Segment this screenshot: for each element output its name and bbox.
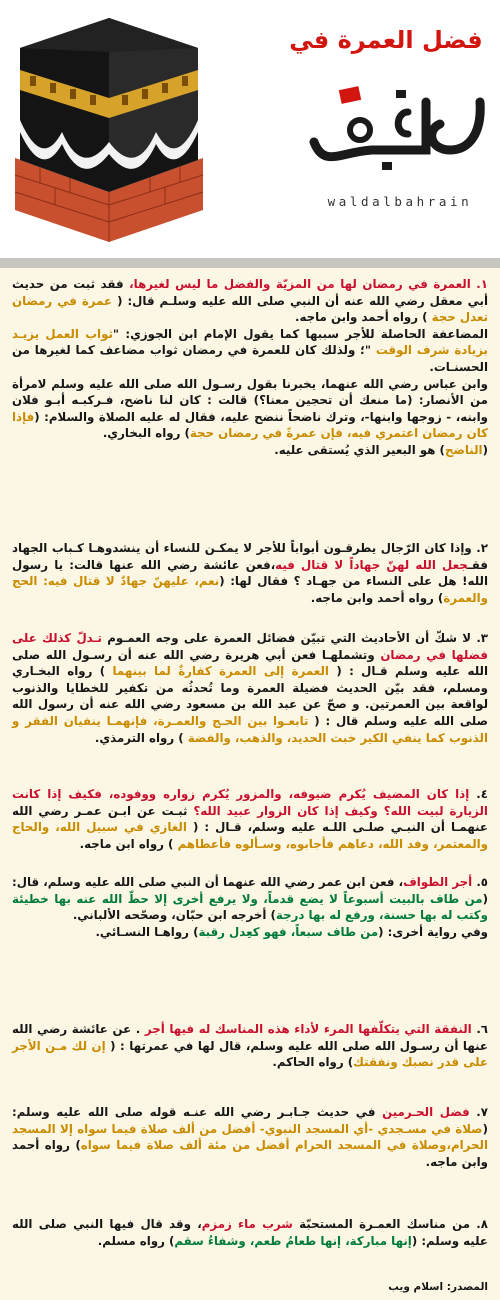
text: ) رواه البخاري. [102, 426, 190, 441]
hadith-quote: إن لك مـن الأجر على قدر نصبك ونفقتك [12, 1038, 488, 1070]
text: ( [482, 442, 488, 457]
source-credit: المصدر: اسلام ويب [388, 1281, 488, 1293]
section-7 [12, 1104, 488, 1170]
section-1-para-2 [12, 326, 488, 376]
hadith-quote: عمرة في رمضان تعدل حجة [12, 293, 488, 325]
section-4 [12, 786, 488, 852]
text: . عن عائشة رضي الله عنها أن رسـول الله صلى الله عليه وسلم، قال لها في عمرتها : ( [12, 1022, 488, 1053]
content-panel [0, 268, 500, 1300]
highlight: ١. العمرة في رمضان لها من المزيّة والفضل ما ليس لغيرها، [129, 277, 488, 291]
text: ٢. وإذا كان الرّجال يطرقـون أبواباً للأجر لا يمكـن للنساء أن ينشدوهـا كـباب الجهاد فقـ [12, 541, 488, 572]
divider-band [0, 258, 500, 268]
text: في حديث جـابـر رضي الله عنـه قوله صلى الله عليه وسلم: ( [12, 1105, 488, 1136]
text: ) رواه أحمد وابن ماجه. [294, 310, 432, 325]
hadith-quote: نعم، عليهنّ جهادٌ لا قتال فيه: الحج والعمرة [12, 574, 488, 605]
highlight: فضل الحـرمين [382, 1105, 470, 1119]
text: ،فعن عائشة رضي الله عنها قالت: يا رسول الله! هل على النساء من جهـاد ؟ فقال لها: ( [12, 557, 488, 589]
text: ) رواه الترمذي. [94, 730, 188, 745]
text: ) رواه ابن ماجه. [79, 836, 178, 851]
text: ، وقد قال فيها النبي صلى الله عليه وسلم: ( [12, 1217, 488, 1248]
text: فقد ثبت من حديث أبي معقل رضي الله عنه أن النبي صلى الله عليه وسلـم قال: ( [12, 277, 488, 308]
section-1-para-1 [12, 276, 488, 326]
text: ) هو البعير الذي يُستقى عليه. [274, 442, 445, 457]
text: وفي رواية أخرى: ( [378, 924, 488, 939]
text: ) رواه البخـاري ومسلم، فقد بيّن الحديث فضيلة العمرة وما تُحدثُه من تكفير للخطايا والذنوب لواقعة بين العمرتين. و صحّ عن عبد الله بن مسعود رضي الله عنه أن رسول الله صلى الله عليه وسلم قال : ( [12, 664, 488, 728]
watermark: waldalbahrain [327, 194, 473, 209]
text: ٥. [472, 875, 488, 889]
highlight: أجر الطواف [403, 875, 473, 889]
section-1 [12, 276, 488, 459]
hadith-quote: العمرة إلى العمرة كفارةٌ لما بينهما [112, 664, 329, 679]
hadith-quote: من طاف سبعاً، فهو كعِدل رقبة [198, 924, 379, 939]
kaaba-illustration [10, 10, 208, 248]
section-8 [12, 1216, 488, 1249]
text: ، فعن ابن عمر رضي الله عنهما أن النبي صلى الله عليه وسلم، قال: ( [12, 875, 488, 906]
ramadan-calligraphy-logo [300, 72, 490, 182]
section-5-para-2 [12, 924, 488, 941]
section-2 [12, 540, 488, 606]
text: ٤. [469, 787, 488, 801]
hadith-quote: صلاة في مسـجدي -أي المسجد النبوي- أفضل من ألف صلاة فيما سواه إلا المسجد الحرام،وصلاة في المسجد الحرام أفضل من مئة ألف صلاة فيما سواه [12, 1121, 488, 1153]
text: ) رواهـا النسـائي. [95, 924, 199, 939]
text: ٧. [469, 1105, 488, 1119]
text: المضاعفة الحاصلة للأجر سببها كما يقول الإمام ابن الجوزي: " [112, 326, 488, 341]
hadith-quote: من طاف بالبيت أسبوعاً لا يضع قدماً، ولا يرفع أخرى إلا حطّ الله عنه بها خطيئة وكتب له بها حسنة، ورفع له بها درجة [12, 891, 488, 923]
highlight: جعل الله لهنّ جهاداً لا قتال فيه [275, 557, 468, 572]
highlight: إذا كان المضيف يُكرم ضيوفه، والمزور يُكرم زواره ووفوده، فكيف إذا كانت الزيارة لبيت الله؟ وكيف إذا كان الزوار عبيد الله؟ [12, 787, 488, 818]
section-3 [12, 630, 488, 746]
text: وابن عباس رضي الله عنهما، يخبرنا بقول رسـول الله صلى الله عليه وسلم لامرأة من الأنصار: (ما منعك أن تحجين معنا؟) قالت : كان لنا ناضح، فـركبـه أبـو فلان وابنه، - زوجها وابنها-، وترك ناضحاً ننضح عليه، فقال له عليه الصلاة والسلام: ( [12, 376, 488, 424]
text: وتشملهـا فعن أبي هريرة رضي الله عنه أن رسـول الله صلى الله عليه وسلم قـال : ( [12, 647, 489, 679]
section-6 [12, 1021, 488, 1071]
section-5 [12, 874, 488, 940]
section-1-para-4 [12, 442, 488, 459]
section-1-para-3 [12, 376, 488, 442]
highlight: النفقة التي يتكلّفها المرء لأداء هذه المناسك له فيها أجر [144, 1022, 472, 1036]
text: ) رواه مسلم. [97, 1233, 175, 1248]
quote: ثواب العمل يزيـد بزيادة شرف الوقت [12, 326, 488, 358]
term: الناضح [444, 442, 483, 457]
text: "؛ ولذلك كان للعمرة في رمضان ثواب مضاعف كما لغيرها من الحسنـات. [12, 343, 488, 374]
highlight: تـدلّ كذلك على فضلها في رمضان [12, 631, 488, 662]
text: ) رواه أحمد وابن ماجه. [12, 1138, 488, 1169]
text: ٣. لا شكّ أن الأحاديث التي تبيّن فضائل العمرة على وجه العمـوم [101, 631, 488, 645]
hadith-quote: الغازي في سبيل الله، والحاج والمعتمر، وفد الله، دعاهم فأجابوه، وسـألوه فأعطاهم [12, 820, 488, 851]
hadith-quote: تابعـوا بين الحـج والعمـرة، فإنهمـا ينفيان الفقر و الذنوب كما ينفي الكير خبث الحديد، والذهب، والفضة [12, 713, 488, 745]
hadith-quote: إنها مباركة، إنها طعامُ طعم، وشفاءُ سقم [174, 1233, 412, 1248]
page-title: فضل العمرة في [289, 26, 483, 54]
text: ٦. [471, 1022, 488, 1036]
text: ) رواه أحمد وابن ماجه. [310, 590, 444, 605]
text: ) رواه الحاكم. [272, 1055, 354, 1070]
hadith-quote: فإذا كان رمضان اعتمري فيه، فإن عمرةً في رمضان حجة [12, 409, 488, 441]
header-banner [0, 0, 500, 258]
highlight: شرب ماء زمزم [201, 1217, 293, 1231]
text: ثبـت عن ابـن عمـر رضي الله عنهمـا أن النبـي صلـى اللـه عليه وسلم، قـال : ( [12, 803, 488, 835]
text: ٨. من مناسك العمـرة المستحبّة [292, 1217, 488, 1231]
text: ) أخرجه ابن حبّان، وصحّحه الألباني. [72, 908, 276, 923]
